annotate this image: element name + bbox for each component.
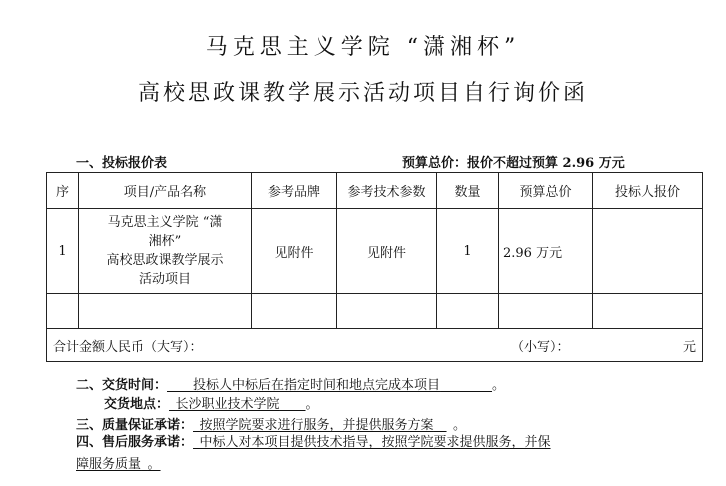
table-row-empty [47,294,703,329]
table-total-row [47,329,703,362]
header-product-name: 项目/产品名称 [79,173,252,209]
cell-index: 1 [47,209,79,294]
empty-cell [499,294,593,329]
currency-unit: 元 [682,339,696,355]
cell-product-name [79,209,252,294]
cell-budget: 2.96 万元 [499,209,593,294]
product-name-line: 活动项目 [138,272,191,287]
service-text-line1: 中标人对本项目提供技术指导，按照学院要求提供服务，并保 [199,435,551,450]
cell-specs: 见附件 [337,209,437,294]
delivery-time-text: 投标人中标后在指定时间和地点完成本项目 [193,378,441,393]
empty-cell [437,294,499,329]
header-specs: 参考技术参数 [337,173,437,209]
quality-value [193,418,447,433]
service-label: 四、售后服务承诺： [76,435,194,450]
table-row [47,209,703,294]
empty-cell [593,294,703,329]
total-cell [47,329,703,362]
delivery-place-label: 交货地点： [104,397,170,412]
header-bid: 投标人报价 [593,173,703,209]
quality-label: 三、质量保证承诺： [76,418,194,433]
delivery-time-label: 二、交货时间： [76,378,168,393]
section-bid-table-heading: 一、投标报价表 [76,156,168,171]
quality-line [76,414,466,433]
quality-text: 按照学院要求进行服务，并提供服务方案 [199,418,434,433]
total-amount-lowercase-label: （小写）： [511,339,570,355]
table-header-row [47,173,703,209]
document-title-line1: 马克思主义学院 “潇湘杯” [205,35,521,60]
product-name-line: 高校思政课教学展示 [106,253,224,268]
header-index: 序 [47,173,79,209]
document-title-line2: 高校思政课教学展示活动项目自行询价函 [137,81,588,106]
header-quantity: 数量 [437,173,499,209]
empty-cell [337,294,437,329]
empty-cell [47,294,79,329]
product-name-line: 马克思主义学院 “潇 [107,215,223,230]
delivery-place-line [104,393,319,412]
end-mark: 。 [453,418,467,433]
delivery-place-value [169,397,306,412]
end-mark: 。 [305,397,319,412]
total-amount-uppercase-label: 合计金额人民币（大写）： [53,339,203,355]
delivery-time-value [167,378,492,393]
delivery-time-line [76,374,505,393]
cell-brand: 见附件 [252,209,337,294]
end-mark: 。 [492,378,506,393]
quote-table [46,172,703,362]
cell-quantity: 1 [437,209,499,294]
empty-cell [79,294,252,329]
empty-cell [252,294,337,329]
service-paragraph [76,432,686,476]
header-budget: 预算总价 [499,173,593,209]
cell-bid [593,209,703,294]
delivery-place-text: 长沙职业技术学院 [175,397,280,412]
service-text-line2: 障服务质量 [76,457,142,472]
budget-note: 预算总价：报价不超过预算 2.96 万元 [402,156,625,171]
header-brand: 参考品牌 [252,173,337,209]
end-mark: 。 [147,457,161,472]
product-name-line: 湘杯” [148,234,182,249]
